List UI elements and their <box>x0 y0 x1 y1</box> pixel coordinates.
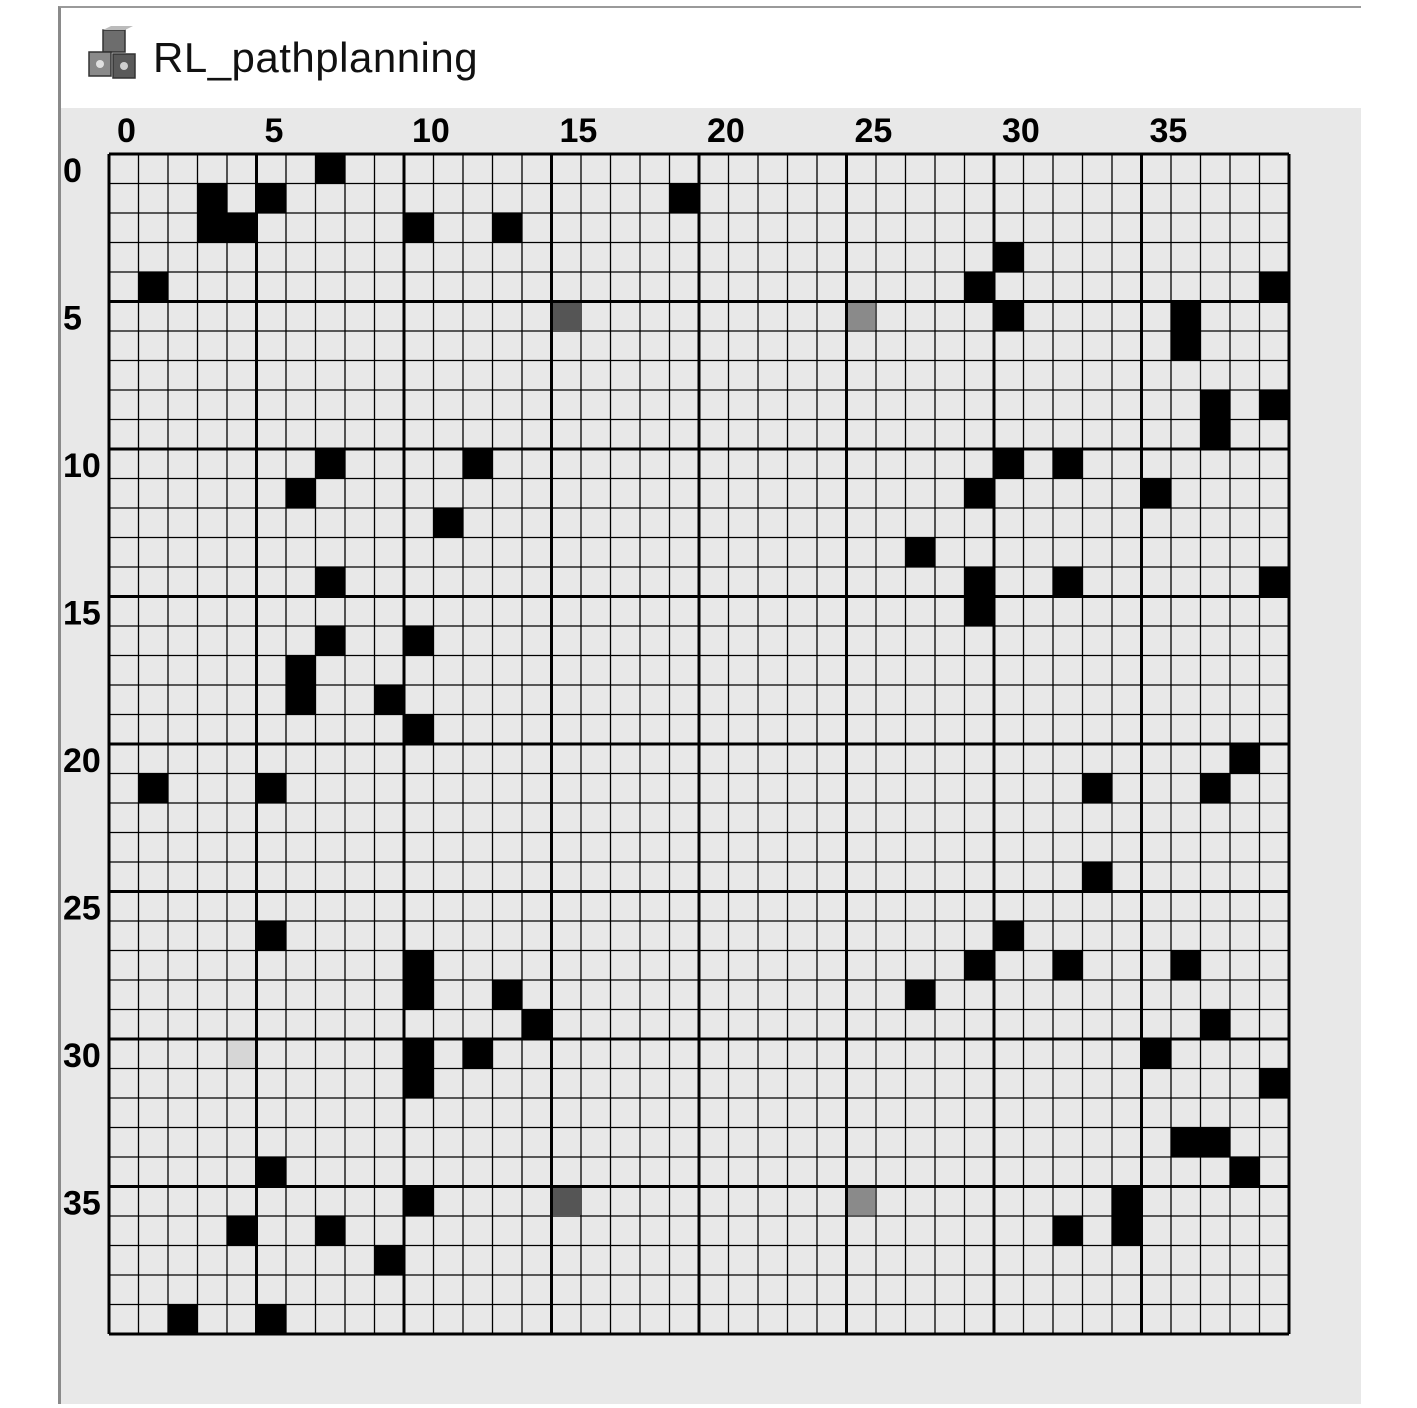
obstacle-cell <box>404 951 434 981</box>
obstacle-cell <box>198 213 228 243</box>
column-label: 15 <box>559 112 598 150</box>
obstacle-cell <box>1053 1216 1083 1246</box>
obstacle-cell <box>257 921 287 951</box>
obstacle-cell <box>316 626 346 656</box>
marker-cell <box>553 303 581 331</box>
row-label: 35 <box>63 1184 101 1223</box>
obstacle-cell <box>198 184 228 214</box>
obstacle-cell <box>906 980 936 1010</box>
column-label: 35 <box>1149 112 1188 150</box>
obstacle-cell <box>965 951 995 981</box>
row-label: 5 <box>63 299 82 338</box>
obstacle-cell <box>1171 302 1201 332</box>
row-label: 10 <box>63 447 101 485</box>
obstacle-cell <box>375 685 405 715</box>
obstacle-cell <box>994 243 1024 273</box>
obstacle-cell <box>1230 744 1260 774</box>
obstacle-cell <box>316 154 346 184</box>
obstacle-cell <box>139 272 169 302</box>
column-label: 0 <box>117 112 136 150</box>
obstacle-cell <box>1053 449 1083 479</box>
obstacle-cell <box>965 567 995 597</box>
obstacle-cell <box>1201 420 1231 450</box>
obstacle-cell <box>404 715 434 745</box>
obstacle-cell <box>994 449 1024 479</box>
row-label: 25 <box>63 889 101 928</box>
obstacle-cell <box>493 980 523 1010</box>
obstacle-cell <box>906 538 936 568</box>
obstacle-cell <box>434 508 464 538</box>
obstacle-cell <box>1171 951 1201 981</box>
obstacle-cell <box>1260 567 1290 597</box>
obstacle-cell <box>994 921 1024 951</box>
obstacle-cell <box>1171 1128 1201 1158</box>
obstacle-cell <box>286 479 316 509</box>
obstacle-cell <box>965 479 995 509</box>
obstacle-cell <box>316 567 346 597</box>
obstacle-cell <box>994 302 1024 332</box>
marker-cell <box>848 1188 876 1216</box>
obstacle-cell <box>1053 951 1083 981</box>
row-label: 0 <box>63 152 82 190</box>
window-title: RL_pathplanning <box>153 34 479 81</box>
row-label: 20 <box>63 742 101 780</box>
obstacle-cell <box>404 626 434 656</box>
obstacle-cell <box>1201 774 1231 804</box>
column-label: 10 <box>412 112 450 150</box>
obstacle-cell <box>168 1305 198 1335</box>
obstacle-cell <box>286 685 316 715</box>
obstacle-cell <box>404 213 434 243</box>
obstacle-cell <box>1171 331 1201 361</box>
obstacle-cell <box>316 449 346 479</box>
obstacle-cell <box>670 184 700 214</box>
obstacle-cell <box>257 1305 287 1335</box>
obstacle-cell <box>965 272 995 302</box>
obstacle-cell <box>257 1157 287 1187</box>
obstacle-cell <box>404 980 434 1010</box>
obstacle-cell <box>1201 1128 1231 1158</box>
app-window <box>58 6 1361 1404</box>
obstacle-cell <box>227 1216 257 1246</box>
column-label: 20 <box>707 112 745 150</box>
obstacle-cell <box>1142 479 1172 509</box>
obstacle-cell <box>1260 390 1290 420</box>
column-label: 5 <box>264 112 284 150</box>
obstacle-cell <box>463 1039 493 1069</box>
marker-cell <box>848 303 876 331</box>
obstacle-cell <box>522 1010 552 1040</box>
obstacle-cell <box>1230 1157 1260 1187</box>
obstacle-cell <box>1083 862 1113 892</box>
obstacle-cell <box>316 1216 346 1246</box>
obstacle-cell <box>1083 774 1113 804</box>
grid-canvas[interactable] <box>61 8 1361 1404</box>
obstacle-cell <box>965 597 995 627</box>
obstacle-cell <box>1201 1010 1231 1040</box>
obstacle-cell <box>1053 567 1083 597</box>
column-label: 30 <box>1002 112 1040 150</box>
obstacle-cell <box>286 656 316 686</box>
marker-cell <box>553 1188 581 1216</box>
obstacle-cell <box>404 1069 434 1099</box>
obstacle-cell <box>1112 1216 1142 1246</box>
obstacle-cell <box>1260 272 1290 302</box>
row-label: 15 <box>63 594 101 633</box>
obstacle-cell <box>375 1246 405 1276</box>
obstacle-cell <box>404 1187 434 1217</box>
obstacle-cell <box>1112 1187 1142 1217</box>
obstacle-cell <box>493 213 523 243</box>
row-label: 30 <box>63 1037 101 1075</box>
obstacle-cell <box>257 774 287 804</box>
obstacle-cell <box>227 213 257 243</box>
obstacle-cell <box>1142 1039 1172 1069</box>
obstacle-cell <box>1201 390 1231 420</box>
obstacle-cell <box>139 774 169 804</box>
marker-cell <box>228 1040 256 1068</box>
obstacle-cell <box>1260 1069 1290 1099</box>
column-label: 25 <box>854 112 893 150</box>
obstacle-cell <box>404 1039 434 1069</box>
obstacle-cell <box>463 449 493 479</box>
obstacle-cell <box>257 184 287 214</box>
